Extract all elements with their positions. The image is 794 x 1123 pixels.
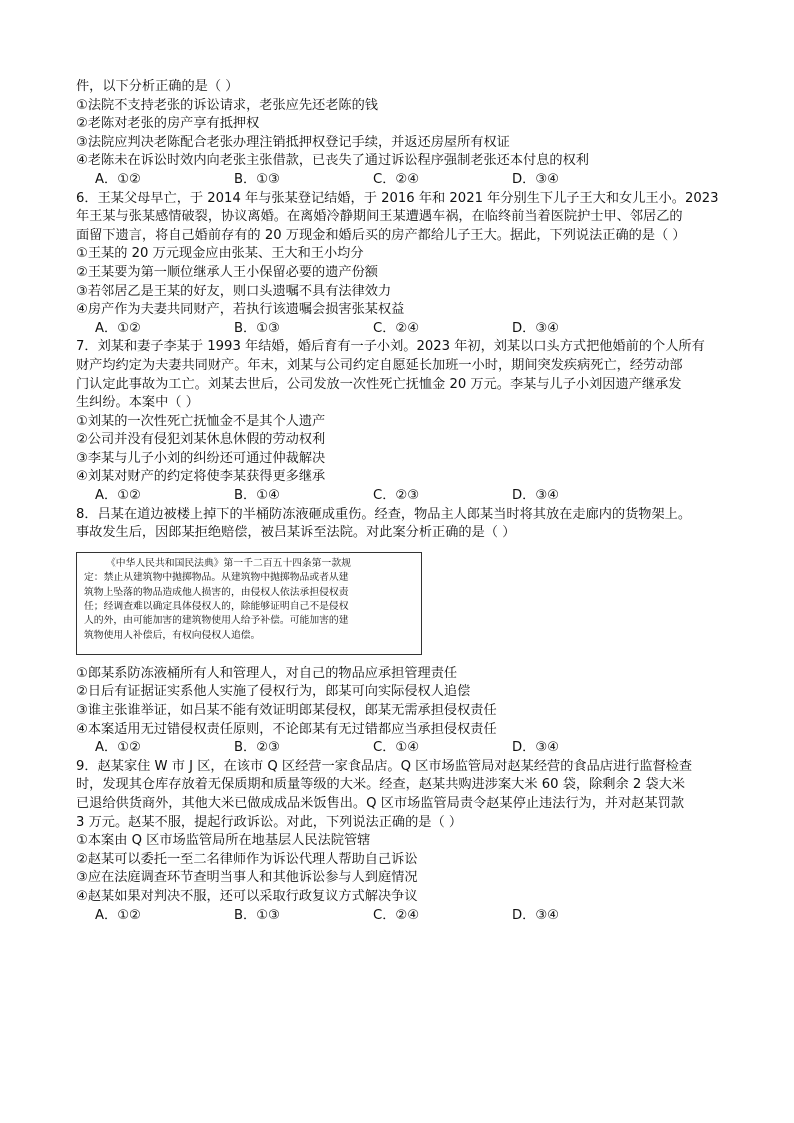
- question-5: [76, 78, 718, 190]
- answer-option: ①刘某的一次性死亡抚恤金不是其个人遗产: [76, 413, 326, 429]
- question-7: [76, 338, 718, 505]
- choice-d: D．③④: [512, 740, 559, 756]
- choice-b: B．①④: [234, 488, 280, 504]
- question-stem-line: 7．刘某和妻子李某于 1993 年结婚，婚后育有一子小刘。2023 年初，刘某以口头方式把他婚前的个人所有: [76, 339, 705, 355]
- choice-c: C．②③: [373, 488, 420, 504]
- answer-option: ②赵某可以委托一至二名律师作为诉讼代理人帮助自己诉讼: [76, 851, 418, 867]
- question-stem-line: 财产均约定为夫妻共同财产。年末，刘某与公司约定自愿延长加班一小时，期间突发疾病死亡，经劳动部: [76, 357, 683, 373]
- question-stem-line: 生纠纷。本案中（ ）: [76, 395, 199, 411]
- law-excerpt-box: [76, 552, 422, 655]
- question-stem-line: 9．赵某家住 W 市 J 区，在该市 Q 区经营一家食品店。Q 区市场监管局对赵某经营的食品店进行监督检查: [76, 758, 693, 774]
- choice-c: C．①④: [373, 740, 420, 756]
- question-stem-line: 件，以下分析正确的是（ ）: [76, 79, 239, 94]
- answer-option: ①本案由 Q 区市场监管局所在地基层人民法院管辖: [76, 833, 371, 849]
- question-stem-line: 面留下遗言，将自己婚前存有的 20 万现金和婚后买的房产都给儿子王大。据此，下列说法正确的是（ ）: [76, 227, 686, 243]
- question-stem-line: 门认定此事故为工亡。刘某去世后，公司发放一次性死亡抚恤金 20 万元。李某与儿子小刘因遗产继承发: [76, 376, 682, 392]
- answer-choices: [76, 171, 718, 190]
- answer-choices: [76, 320, 718, 339]
- choice-d: D．③④: [512, 907, 559, 923]
- choice-a: A．①②: [95, 488, 141, 504]
- choice-a: A．①②: [95, 320, 141, 336]
- question-stem-line: 8．吕某在道边被楼上掉下的半桶防冻液砸成重伤。经查，物品主人郎某当时将其放在走廊内的货物架上。: [76, 506, 692, 522]
- answer-option: ②王某要为第一顺位继承人王小保留必要的遗产份额: [76, 264, 378, 280]
- answer-option: ④赵某如果对判决不服，还可以采取行政复议方式解决争议: [76, 888, 418, 904]
- choice-b: B．①③: [234, 171, 280, 187]
- choice-a: A．①②: [95, 907, 141, 923]
- choice-c: C．②④: [373, 171, 420, 187]
- choice-c: C．②④: [373, 907, 420, 923]
- question-stem-line: 年王某与张某感情破裂，协议离婚。在离婚冷静期间王某遭遇车祸，在临终前当着医院护士甲、邻居乙的: [76, 209, 683, 225]
- law-excerpt-line: 筑物上坠落的物品造成他人损害的，由侵权人依法承担侵权责: [84, 586, 349, 598]
- answer-option: ②老陈对老张的房产享有抵押权: [76, 116, 260, 132]
- law-excerpt-line: 筑物使用人补偿后，有权向侵权人追偿。: [84, 629, 261, 641]
- choice-d: D．③④: [512, 171, 559, 187]
- answer-choices: [76, 487, 718, 506]
- choice-b: B．①③: [234, 320, 280, 336]
- answer-option: ②日后有证据证实系他人实施了侵权行为，郎某可向实际侵权人追偿: [76, 684, 471, 700]
- choice-d: D．③④: [512, 320, 559, 336]
- law-excerpt-line: 人的外，由可能加害的建筑物使用人给予补偿。可能加害的建: [84, 615, 349, 627]
- answer-option: ①王某的 20 万元现金应由张某、王大和王小均分: [76, 246, 364, 262]
- question-stem-line: 时，发现其仓库存放着无保质期和质量等级的大米。经查，赵某共购进涉案大米 60 袋，除剩余 2 袋大米: [76, 777, 685, 793]
- question-8: [76, 506, 718, 758]
- answer-option: ①郎某系防冻液桶所有人和管理人，对自己的物品应承担管理责任: [76, 665, 458, 681]
- question-stem-line: 6．王某父母早亡，于 2014 年与张某登记结婚，于 2016 年和 2021 年分别生下儿子王大和女儿王小。2023: [76, 190, 719, 206]
- question-6: [76, 190, 718, 339]
- question-9: [76, 758, 718, 925]
- answer-option: ③谁主张谁举证，如吕某不能有效证明郎某侵权，郎某无需承担侵权责任: [76, 703, 497, 719]
- answer-option: ③李某与儿子小刘的纠纷还可通过仲裁解决: [76, 450, 326, 466]
- answer-option: ②公司并没有侵犯刘某休息休假的劳动权利: [76, 432, 326, 448]
- answer-choices: [76, 907, 718, 926]
- question-stem-line: 3 万元。赵某不服，提起行政诉讼。对此，下列说法正确的是（ ）: [76, 814, 463, 830]
- answer-choices: [76, 739, 718, 758]
- answer-option: ③若邻居乙是王某的好友，则口头遗嘱不具有法律效力: [76, 283, 392, 299]
- answer-option: ④刘某对财产的约定将使李某获得更多继承: [76, 469, 326, 485]
- law-excerpt-line: 定：禁止从建筑物中抛掷物品。从建筑物中抛掷物品或者从建: [84, 572, 349, 584]
- question-stem-line: 事故发生后，因郎某拒绝赔偿，被吕某诉至法院。对此案分析正确的是（ ）: [76, 525, 516, 541]
- answer-option: ④房产作为夫妻共同财产，若执行该遗嘱会损害张某权益: [76, 302, 405, 318]
- answer-option: ④本案适用无过错侵权责任原则，不论郎某有无过错都应当承担侵权责任: [76, 721, 497, 737]
- law-excerpt-line: 《中华人民共和国民法典》第一千二百五十四条第一款规: [106, 557, 351, 569]
- choice-a: A．①②: [95, 171, 141, 187]
- answer-option: ③法院应判决老陈配合老张办理注销抵押权登记手续，并返还房屋所有权证: [76, 134, 510, 150]
- choice-c: C．②④: [373, 320, 420, 336]
- law-excerpt-line: 任；经调查难以确定具体侵权人的，除能够证明自己不是侵权: [84, 601, 349, 613]
- exam-page: [76, 78, 718, 925]
- answer-option: ③应在法庭调查环节查明当事人和其他诉讼参与人到庭情况: [76, 870, 418, 886]
- choice-a: A．①②: [95, 740, 141, 756]
- answer-option: ④老陈未在诉讼时效内向老张主张借款，已丧失了通过诉讼程序强制老张还本付息的权利: [76, 153, 589, 169]
- choice-d: D．③④: [512, 488, 559, 504]
- question-stem-line: 已退给供货商外，其他大米已做成成品米饭售出。Q 区市场监管局责令赵某停止违法行为，并对赵某罚款: [76, 796, 685, 811]
- choice-b: B．①③: [234, 907, 280, 923]
- answer-option: ①法院不支持老张的诉讼请求，老张应先还老陈的钱: [76, 97, 378, 113]
- choice-b: B．②③: [234, 740, 280, 756]
